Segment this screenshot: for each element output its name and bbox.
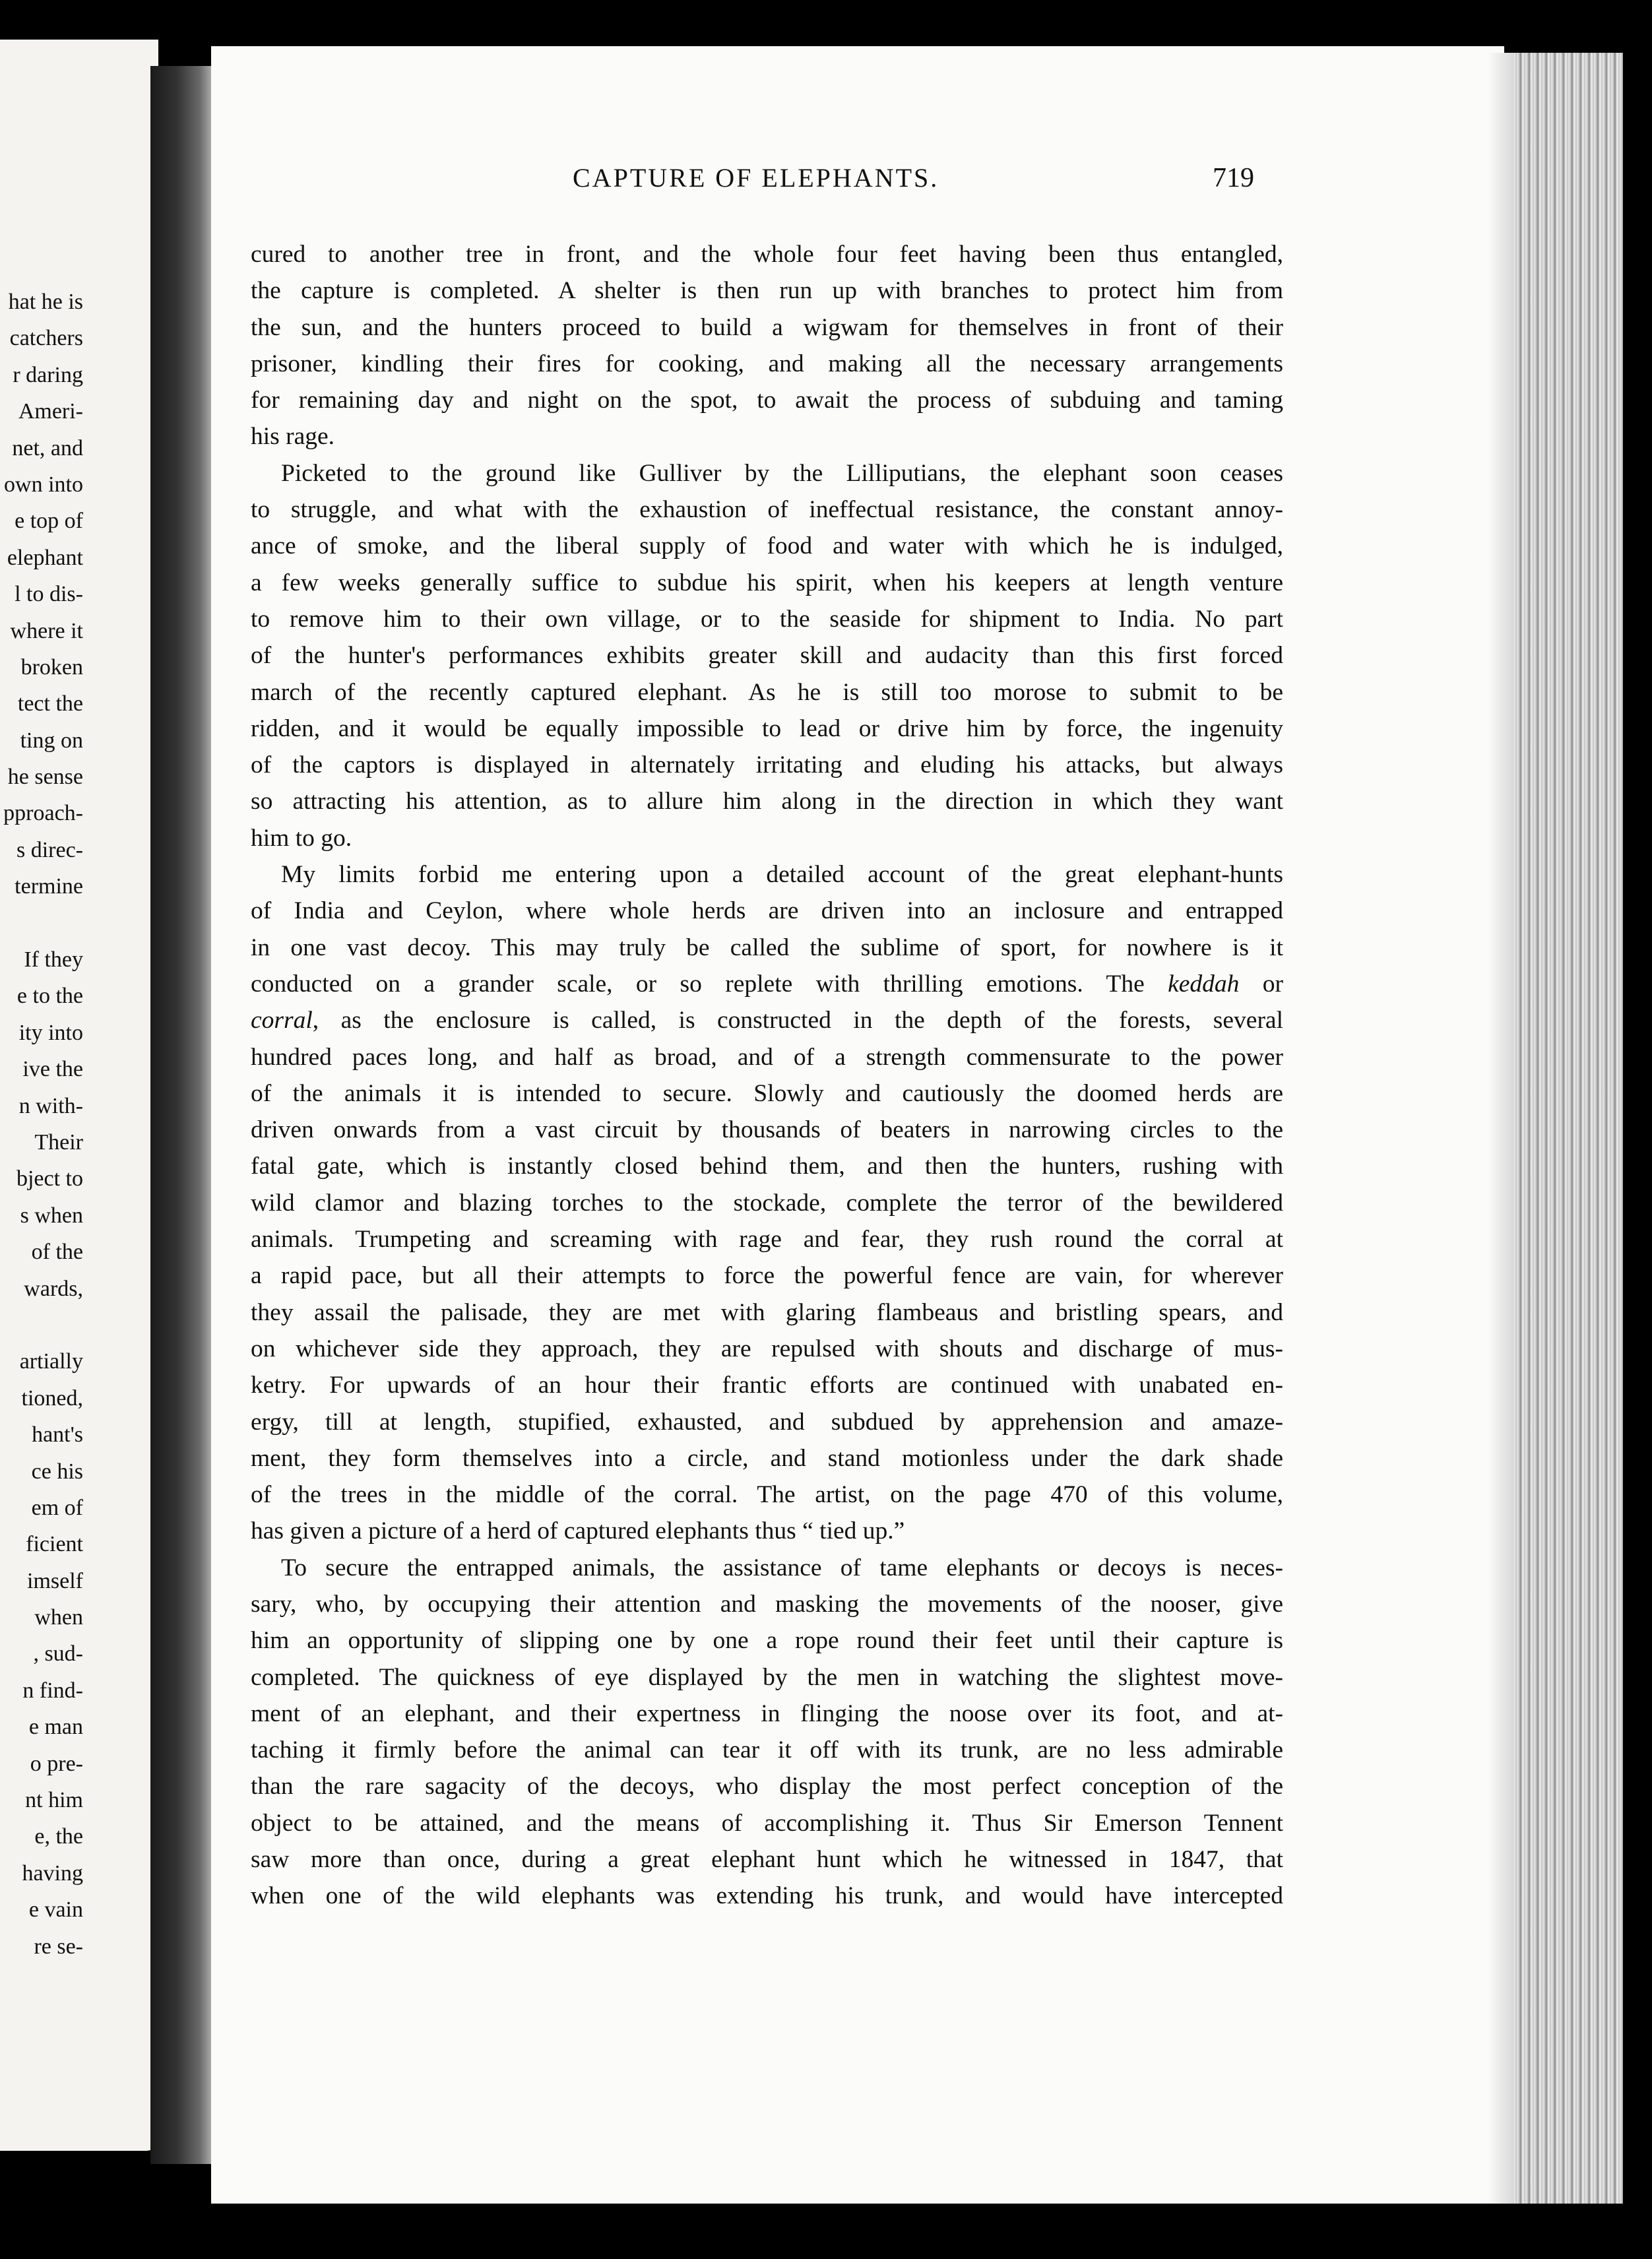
text-line: cured to another tree in front, and the whole four feet having been thus entangled, [251,241,1283,268]
left-page-line: e top of [15,509,83,534]
text-line: to struggle, and what with the exhaustion of ineffectual resistance, the constant annoy- [251,496,1283,524]
left-page-line: he sense [7,765,83,790]
left-page [0,40,158,2151]
text-line: To secure the entrapped animals, the assistance of tame elephants or decoys is neces- [281,1554,1283,1581]
text-line: driven onwards from a vast circuit by thousands of beaters in narrowing circles to the [251,1116,1283,1144]
left-page-line: ting on [20,728,83,753]
left-page-line: e vain [28,1897,83,1923]
left-page-line: artially [19,1349,83,1374]
text-line: saw more than once, during a great elephant hunt which he witnessed in 1847, that [251,1846,1283,1874]
text-run: conducted on a grander scale, or so replete with thrilling emotions. The [251,970,1168,998]
text-line: of India and Ceylon, where whole herds are driven into an inclosure and entrapped [251,897,1283,925]
left-page-line: If they [24,947,83,972]
text-line: the sun, and the hunters proceed to build a wigwam for themselves in front of their [251,313,1283,341]
left-page-line: e, the [34,1824,83,1849]
left-page-line: pproach- [3,801,83,826]
text-line: sary, who, by occupying their attention and masking the movements of the nooser, give [251,1590,1283,1618]
text-line: him an opportunity of slipping one by one a rope round their feet until their capture is [251,1627,1283,1655]
left-page-line: re se- [34,1934,83,1959]
left-page-text-column [0,284,83,1965]
text-run: or [1239,970,1283,998]
left-page-line: s direc- [16,837,83,862]
book-gutter-shadow [150,66,216,2164]
text-line: taching it firmly before the animal can tear it off with its trunk, are no less admirable [251,1736,1283,1764]
text-line: the capture is completed. A shelter is then run up with branches to protect him from [251,277,1283,305]
left-page-line: ity into [18,1020,83,1045]
text-line: his rage. [251,423,335,451]
left-page-line: of the [31,1240,83,1265]
left-page-line: hant's [32,1422,83,1448]
left-page-line: n with- [18,1093,83,1118]
text-line: of the captors is displayed in alternately irritating and eluding his attacks, but always [251,751,1283,779]
left-page-line: hat he is [8,290,83,314]
left-page-line: own into [4,472,83,497]
text-line: ance of smoke, and the liberal supply of food and water with which he is indulged, [251,532,1283,560]
left-page-line: l to dis- [15,582,83,607]
left-page-line: broken [20,654,83,680]
italic-term: corral [251,1007,313,1034]
left-page-line [0,1307,83,1343]
text-line: of the hunter's performances exhibits greater skill and audacity than this first forced [251,642,1283,670]
left-page-line: o pre- [30,1751,83,1776]
left-page-line: wards, [24,1276,83,1301]
text-line: object to be attained, and the means of accomplishing it. Thus Sir Emerson Tennent [251,1809,1283,1837]
text-line: animals. Trumpeting and screaming with rage and fear, they rush round the corral at [251,1226,1283,1254]
text-line: than the rare sagacity of the decoys, who display the most perfect conception of the [251,1773,1283,1800]
text-line: ridden, and it would be equally impossible to lead or drive him by force, the ingenuity [251,715,1283,742]
left-page-line: where it [10,618,83,643]
left-page-line: bject to [16,1166,83,1192]
text-line: march of the recently captured elephant. As he is still too morose to submit to be [251,678,1283,706]
left-page-line: em of [31,1495,83,1520]
text-line: a few weeks generally suffice to subdue his spirit, when his keepers at length venture [251,569,1283,596]
text-line: so attracting his attention, as to allure him along in the direction in which they want [251,788,1283,815]
text-line: they assail the palisade, they are met with glaring flambeaus and bristling spears, and [251,1298,1283,1326]
text-line: ergy, till at length, stupified, exhausted, and subdued by apprehension and amaze- [251,1408,1283,1436]
left-page-line: n find- [22,1678,83,1703]
left-page-line: ficient [26,1532,83,1557]
text-line: ketry. For upwards of an hour their frantic efforts are continued with unabated en- [251,1372,1283,1399]
text-line: ment of an elephant, and their expertness in flinging the noose over its foot, and at- [251,1700,1283,1727]
left-page-line: s when [20,1203,83,1228]
text-line: of the animals it is intended to secure. Slowly and cautiously the doomed herds are [251,1079,1283,1107]
text-line: has given a picture of a herd of captured elephants thus “ tied up.” [251,1517,905,1545]
left-page-line: tioned, [21,1385,83,1411]
left-page-line: e to the [16,984,83,1009]
italic-term: keddah [1168,970,1240,998]
left-page-line: Their [34,1130,83,1155]
text-line: ment, they form themselves into a circle, and stand motionless under the dark shade [251,1444,1283,1472]
text-line: on whichever side they approach, they are repulsed with shouts and discharge of mus- [251,1335,1283,1362]
body-text [251,236,1283,1915]
text-line: hundred paces long, and half as broad, and of a strength commensurate to the power [251,1043,1283,1071]
left-page-line: termine [15,874,83,899]
text-line [251,966,1283,1002]
left-page-line: imself [27,1568,83,1593]
left-page-line: catchers [9,326,83,351]
text-line: prisoner, kindling their fires for cooking, and making all the necessary arrangements [251,350,1283,377]
text-line: My limits forbid me entering upon a detailed account of the great elephant-hunts [281,861,1283,889]
left-page-line: nt him [25,1788,83,1813]
text-line: him to go. [251,824,352,852]
left-page-line: elephant [7,545,83,570]
left-page-line [0,905,83,941]
book-edge-shade [1488,53,1514,2204]
text-line: Picketed to the ground like Gulliver by the Lilliputians, the elephant soon ceases [281,459,1283,487]
left-page-line: ive the [22,1057,83,1082]
text-line: wild clamor and blazing torches to the stockade, complete the terror of the bewildered [251,1189,1283,1217]
left-page-line: r daring [13,362,83,387]
left-page-line: having [22,1861,83,1886]
text-line [251,1002,1283,1038]
left-page-line: , sud- [33,1641,83,1667]
left-page-line: net, and [12,435,83,461]
text-line: to remove him to their own village, or to the seaside for shipment to India. No part [251,605,1283,633]
text-line: in one vast decoy. This may truly be called the sublime of sport, for nowhere is it [251,934,1283,961]
running-head: CAPTURE OF ELEPHANTS. [573,163,939,193]
left-page-line: e man [28,1715,83,1740]
left-page-line: when [34,1605,83,1630]
text-line: completed. The quickness of eye displayed by the men in watching the slightest move- [251,1663,1283,1691]
text-line: when one of the wild elephants was extending his trunk, and would have intercepted [251,1882,1283,1910]
text-line: for remaining day and night on the spot, to await the process of subduing and taming [251,387,1283,414]
text-run: , as the enclosure is called, is constructed in the depth of the forests, several [312,1007,1283,1034]
left-page-line: ce his [31,1459,83,1484]
left-page-line: tect the [17,691,83,716]
text-line: fatal gate, which is instantly closed behind them, and then the hunters, rushing with [251,1153,1283,1180]
left-page-line: Ameri- [18,399,83,424]
text-line: of the trees in the middle of the corral. The artist, on the page 470 of this volume, [251,1481,1283,1509]
page-number: 719 [1213,163,1254,193]
text-line: a rapid pace, but all their attempts to force the powerful fence are vain, for wherever [251,1262,1283,1290]
